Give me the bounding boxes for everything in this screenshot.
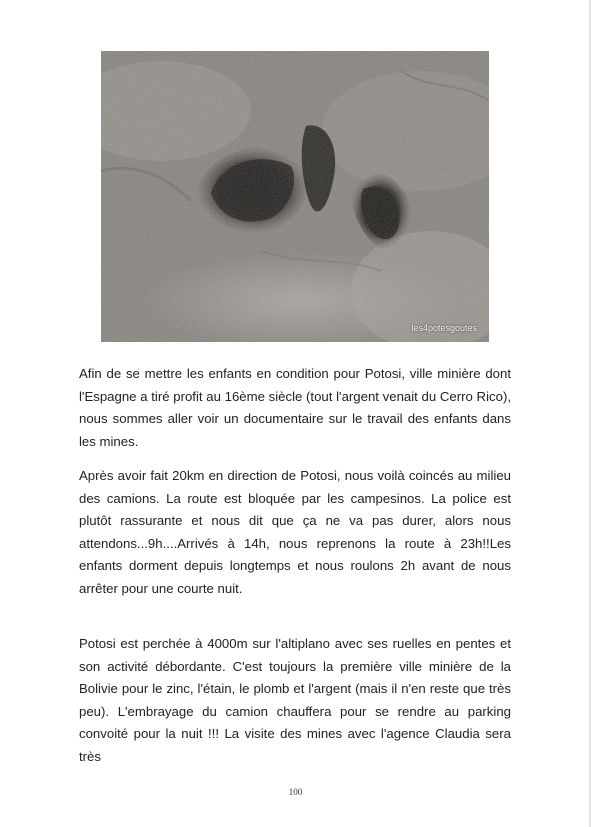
page-number: 100 <box>288 787 303 797</box>
paragraph-2: Après avoir fait 20km en direction de Potosi, nous voilà coincés au milieu des camions. La route est bloquée par les campesinos. La police est plutôt rassurante et nous dit que ça ne va pas durer, alors nous attendons...9h....Arrivés à 14h, nous reprenons la route à 23h!!Les enfants dorment depuis longtemps et nous roulons 2h avant de nous arrêter pour une courte nuit. <box>79 468 511 596</box>
rock-texture <box>101 51 489 342</box>
paragraph-3: Potosi est perchée à 4000m sur l'altiplano avec ses ruelles en pentes et son activité débordante. C'est toujours la première ville minière de la Bolivie pour le zinc, l'étain, le plomb et l'argent (mais il n'en reste que très peu). L'embrayage du camion chauffera pour se rendre au parking convoité pour la nuit !!! La visite des mines avec l'agence Claudia sera très <box>79 636 511 764</box>
paragraph-1: Afin de se mettre les enfants en condition pour Potosi, ville minière dont l'Espagne a tiré profit au 16ème siècle (tout l'argent venait du Cerro Rico), nous sommes aller voir un documentaire sur le travail des enfants dans les mines. <box>79 366 511 449</box>
photo-watermark: les4potesgoutes <box>411 323 477 333</box>
rock-photo <box>101 51 489 342</box>
